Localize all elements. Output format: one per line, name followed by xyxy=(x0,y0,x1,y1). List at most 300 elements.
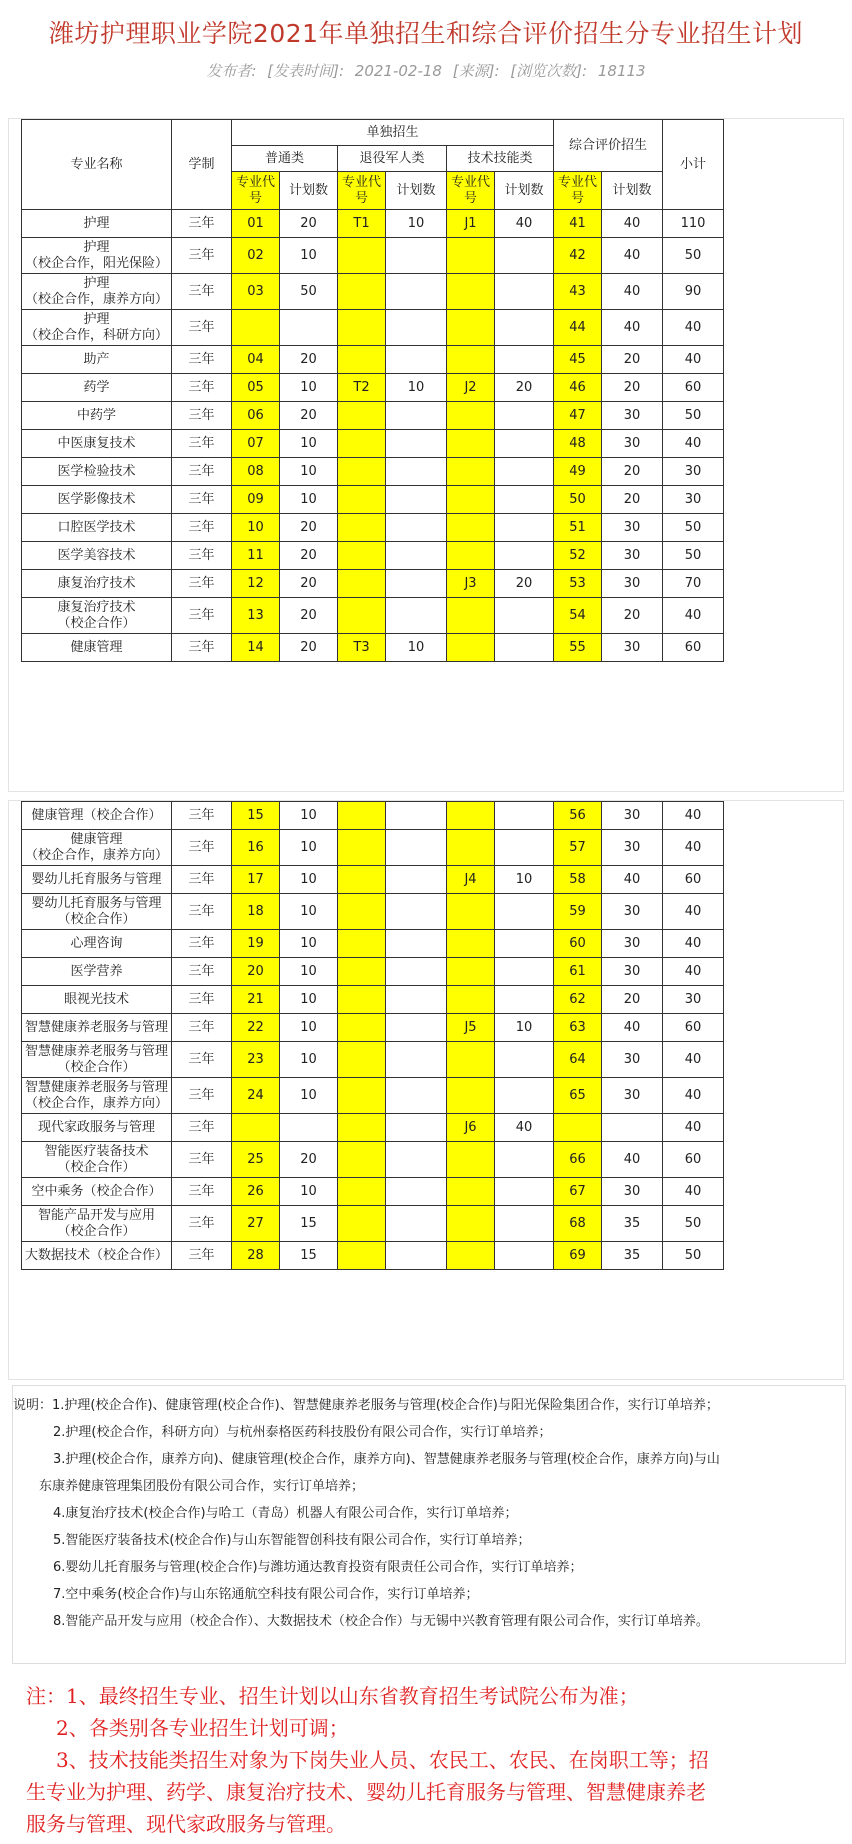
years-cell: 三年 xyxy=(172,1014,232,1042)
value-cell: 30 xyxy=(602,514,663,542)
value-cell: 20 xyxy=(280,570,338,598)
note-line: 5.智能医疗装备技术(校企合作)与山东智能智创科技有限公司合作，实行订单培养； xyxy=(53,1533,531,1548)
value-cell xyxy=(386,274,447,310)
value-cell: 02 xyxy=(232,238,280,274)
plan-table-part2 xyxy=(21,801,724,1270)
major-name-cell xyxy=(22,210,172,238)
value-cell: 10 xyxy=(280,430,338,458)
value-cell xyxy=(338,1042,386,1078)
value-cell: 64 xyxy=(554,1042,602,1078)
header-skill: 技术技能类 xyxy=(447,146,554,172)
header-count: 计划数 xyxy=(602,172,663,210)
value-cell: 40 xyxy=(602,310,663,346)
article-meta xyxy=(0,60,852,81)
value-cell xyxy=(338,830,386,866)
subtotal-cell: 50 xyxy=(663,514,724,542)
table-row xyxy=(22,1178,724,1206)
major-name-cell xyxy=(22,986,172,1014)
value-cell xyxy=(447,986,495,1014)
years-cell: 三年 xyxy=(172,374,232,402)
value-cell xyxy=(495,514,554,542)
table-row xyxy=(22,1078,724,1114)
major-name: 护理 xyxy=(83,239,110,255)
major-name-cell xyxy=(22,598,172,634)
years-cell: 三年 xyxy=(172,430,232,458)
value-cell: 10 xyxy=(280,930,338,958)
header-veteran: 退役军人类 xyxy=(338,146,447,172)
major-name: 医学检验技术 xyxy=(57,463,136,479)
header-code: 专业代号 xyxy=(447,172,495,210)
table-image-part2 xyxy=(8,800,844,1380)
value-cell: 20 xyxy=(280,634,338,662)
value-cell xyxy=(338,1206,386,1242)
value-cell: 10 xyxy=(232,514,280,542)
major-name-cell xyxy=(22,1114,172,1142)
value-cell: J6 xyxy=(447,1114,495,1142)
value-cell xyxy=(386,542,447,570)
value-cell: 40 xyxy=(602,1014,663,1042)
value-cell: 10 xyxy=(280,986,338,1014)
major-name-suffix: （校企合作） xyxy=(57,615,136,631)
value-cell: 30 xyxy=(602,542,663,570)
years-cell: 三年 xyxy=(172,542,232,570)
value-cell: 09 xyxy=(232,486,280,514)
value-cell xyxy=(386,1014,447,1042)
header-count: 计划数 xyxy=(280,172,338,210)
major-name-cell xyxy=(22,570,172,598)
years-cell: 三年 xyxy=(172,986,232,1014)
value-cell xyxy=(386,830,447,866)
value-cell: 10 xyxy=(280,458,338,486)
subtotal-cell: 50 xyxy=(663,402,724,430)
value-cell: 30 xyxy=(602,430,663,458)
years-cell: 三年 xyxy=(172,1142,232,1178)
years-cell: 三年 xyxy=(172,1242,232,1270)
page-title: 潍坊护理职业学院2021年单独招生和综合评价招生分专业招生计划 xyxy=(48,19,804,48)
value-cell: 20 xyxy=(602,458,663,486)
note-line: 2.护理(校企合作，科研方向）与杭州泰格医药科技股份有限公司合作，实行订单培养； xyxy=(53,1425,552,1440)
value-cell: 10 xyxy=(386,634,447,662)
subtotal-cell: 30 xyxy=(663,458,724,486)
value-cell xyxy=(338,598,386,634)
value-cell: 40 xyxy=(602,210,663,238)
value-cell: 10 xyxy=(280,374,338,402)
subtotal-cell: 110 xyxy=(663,210,724,238)
value-cell xyxy=(495,310,554,346)
table-row xyxy=(22,1114,724,1142)
value-cell xyxy=(447,894,495,930)
value-cell xyxy=(338,894,386,930)
value-cell: 40 xyxy=(495,1114,554,1142)
table-row xyxy=(22,210,724,238)
value-cell: 10 xyxy=(280,238,338,274)
value-cell: 10 xyxy=(280,1014,338,1042)
subtotal-cell: 40 xyxy=(663,958,724,986)
value-cell xyxy=(386,238,447,274)
years-cell: 三年 xyxy=(172,274,232,310)
footnote: 生专业为护理、药学、康复治疗技术、婴幼儿托育服务与管理、智慧健康养老 xyxy=(26,1780,706,1804)
subtotal-cell: 30 xyxy=(663,486,724,514)
value-cell: 15 xyxy=(280,1242,338,1270)
value-cell: 10 xyxy=(280,486,338,514)
value-cell: 65 xyxy=(554,1078,602,1114)
years-cell: 三年 xyxy=(172,802,232,830)
value-cell xyxy=(338,1178,386,1206)
major-name-cell xyxy=(22,958,172,986)
value-cell xyxy=(495,274,554,310)
value-cell: 20 xyxy=(602,986,663,1014)
value-cell: 30 xyxy=(602,830,663,866)
value-cell xyxy=(386,958,447,986)
value-cell xyxy=(386,310,447,346)
table-row xyxy=(22,1014,724,1042)
value-cell xyxy=(386,1142,447,1178)
major-name-cell xyxy=(22,830,172,866)
value-cell xyxy=(338,542,386,570)
subtotal-cell: 60 xyxy=(663,634,724,662)
table-row xyxy=(22,1042,724,1078)
major-name: 中医康复技术 xyxy=(57,435,136,451)
value-cell: 23 xyxy=(232,1042,280,1078)
value-cell: 08 xyxy=(232,458,280,486)
value-cell xyxy=(447,802,495,830)
value-cell: 53 xyxy=(554,570,602,598)
major-name-suffix: （校企合作） xyxy=(57,911,136,927)
value-cell: 10 xyxy=(280,1178,338,1206)
value-cell: 22 xyxy=(232,1014,280,1042)
table-row xyxy=(22,930,724,958)
major-name-suffix: （校企合作，阳光保险） xyxy=(24,255,168,271)
major-name: 护理 xyxy=(83,311,110,327)
value-cell xyxy=(386,402,447,430)
value-cell xyxy=(386,598,447,634)
meta-time-label: [发表时间]: xyxy=(267,62,345,80)
value-cell xyxy=(495,1142,554,1178)
value-cell: 12 xyxy=(232,570,280,598)
table-row xyxy=(22,1206,724,1242)
header-years: 学制 xyxy=(172,120,232,210)
header-major: 专业名称 xyxy=(22,120,172,210)
value-cell: 06 xyxy=(232,402,280,430)
table-row xyxy=(22,486,724,514)
footnote: 2、各类别各专业招生计划可调； xyxy=(56,1716,349,1740)
major-name: 医学影像技术 xyxy=(57,491,136,507)
value-cell: 10 xyxy=(280,1042,338,1078)
value-cell: 20 xyxy=(280,514,338,542)
value-cell xyxy=(495,458,554,486)
value-cell xyxy=(495,1206,554,1242)
value-cell: 20 xyxy=(602,346,663,374)
header-subtotal: 小计 xyxy=(663,120,724,210)
value-cell: T3 xyxy=(338,634,386,662)
value-cell: 63 xyxy=(554,1014,602,1042)
major-name-cell xyxy=(22,238,172,274)
value-cell xyxy=(495,1042,554,1078)
years-cell: 三年 xyxy=(172,894,232,930)
value-cell xyxy=(495,930,554,958)
value-cell: 20 xyxy=(280,346,338,374)
value-cell: 20 xyxy=(280,598,338,634)
value-cell xyxy=(338,930,386,958)
value-cell xyxy=(386,986,447,1014)
value-cell: 20 xyxy=(280,542,338,570)
years-cell: 三年 xyxy=(172,1206,232,1242)
note-line: 说明：1.护理(校企合作)、健康管理(校企合作)、智慧健康养老服务与管理(校企合作)与阳光保险集团合作，实行订单培养； xyxy=(13,1398,719,1413)
major-name-suffix: （校企合作，科研方向） xyxy=(24,327,168,343)
subtotal-cell: 60 xyxy=(663,1142,724,1178)
value-cell xyxy=(447,1142,495,1178)
value-cell: 41 xyxy=(554,210,602,238)
major-name-suffix: （校企合作） xyxy=(57,1059,136,1075)
value-cell: 10 xyxy=(280,866,338,894)
note-line: 4.康复治疗技术(校企合作)与哈工（青岛）机器人有限公司合作，实行订单培养； xyxy=(53,1506,518,1521)
value-cell xyxy=(232,1114,280,1142)
value-cell: 30 xyxy=(602,802,663,830)
subtotal-cell: 60 xyxy=(663,1014,724,1042)
value-cell xyxy=(495,1078,554,1114)
meta-publisher: 发布者: xyxy=(206,62,257,80)
header-single: 单独招生 xyxy=(232,120,554,146)
major-name-cell xyxy=(22,486,172,514)
major-name: 助产 xyxy=(83,351,110,367)
subtotal-cell: 40 xyxy=(663,894,724,930)
major-name-cell xyxy=(22,1142,172,1178)
major-name: 药学 xyxy=(83,379,110,395)
value-cell xyxy=(447,1242,495,1270)
value-cell xyxy=(386,1206,447,1242)
major-name: 智慧健康养老服务与管理 xyxy=(24,1079,168,1095)
value-cell xyxy=(495,430,554,458)
table-row xyxy=(22,986,724,1014)
value-cell: 10 xyxy=(386,210,447,238)
major-name-cell xyxy=(22,634,172,662)
value-cell: 59 xyxy=(554,894,602,930)
major-name: 现代家政服务与管理 xyxy=(37,1119,155,1135)
subtotal-cell: 40 xyxy=(663,598,724,634)
value-cell: 55 xyxy=(554,634,602,662)
value-cell xyxy=(447,1078,495,1114)
years-cell: 三年 xyxy=(172,346,232,374)
value-cell: 20 xyxy=(280,1142,338,1178)
value-cell: 20 xyxy=(280,210,338,238)
value-cell xyxy=(338,802,386,830)
value-cell xyxy=(338,1078,386,1114)
major-name: 口腔医学技术 xyxy=(57,519,136,535)
major-name: 康复治疗技术 xyxy=(57,599,136,615)
note-line: 6.婴幼儿托育服务与管理(校企合作)与潍坊通达教育投资有限责任公司合作，实行订单培养； xyxy=(53,1560,583,1575)
value-cell: 40 xyxy=(602,274,663,310)
major-name: 眼视光技术 xyxy=(63,991,129,1007)
value-cell: J1 xyxy=(447,210,495,238)
note-line: 东康养健康管理集团股份有限公司合作，实行订单培养； xyxy=(39,1479,365,1494)
value-cell: 52 xyxy=(554,542,602,570)
value-cell: 30 xyxy=(602,894,663,930)
value-cell: J4 xyxy=(447,866,495,894)
value-cell: 21 xyxy=(232,986,280,1014)
years-cell: 三年 xyxy=(172,1114,232,1142)
value-cell: 10 xyxy=(495,866,554,894)
subtotal-cell: 70 xyxy=(663,570,724,598)
value-cell xyxy=(386,894,447,930)
value-cell: 46 xyxy=(554,374,602,402)
header-count: 计划数 xyxy=(495,172,554,210)
table-row xyxy=(22,1142,724,1178)
major-name-cell xyxy=(22,542,172,570)
value-cell: 20 xyxy=(232,958,280,986)
major-name-cell xyxy=(22,402,172,430)
value-cell: 10 xyxy=(495,1014,554,1042)
value-cell xyxy=(447,430,495,458)
value-cell: 04 xyxy=(232,346,280,374)
value-cell: 68 xyxy=(554,1206,602,1242)
major-name-cell xyxy=(22,274,172,310)
major-name-cell xyxy=(22,310,172,346)
years-cell: 三年 xyxy=(172,958,232,986)
value-cell: 30 xyxy=(602,1042,663,1078)
value-cell: 20 xyxy=(602,374,663,402)
value-cell xyxy=(338,958,386,986)
meta-views-label: [浏览次数]: xyxy=(510,62,588,80)
years-cell: 三年 xyxy=(172,1078,232,1114)
value-cell: 05 xyxy=(232,374,280,402)
plan-table-part1 xyxy=(21,119,724,662)
value-cell xyxy=(495,1178,554,1206)
subtotal-cell: 60 xyxy=(663,374,724,402)
subtotal-cell: 40 xyxy=(663,1042,724,1078)
table-row xyxy=(22,514,724,542)
major-name: 婴幼儿托育服务与管理 xyxy=(31,895,162,911)
table-row xyxy=(22,634,724,662)
meta-source: [来源]: xyxy=(452,62,500,80)
value-cell xyxy=(495,542,554,570)
value-cell xyxy=(447,830,495,866)
years-cell: 三年 xyxy=(172,830,232,866)
value-cell: 67 xyxy=(554,1178,602,1206)
value-cell xyxy=(386,430,447,458)
value-cell xyxy=(495,986,554,1014)
value-cell xyxy=(447,1042,495,1078)
major-name-cell xyxy=(22,514,172,542)
footnote: 服务与管理、现代家政服务与管理。 xyxy=(26,1812,346,1836)
value-cell: 30 xyxy=(602,402,663,430)
value-cell xyxy=(338,430,386,458)
value-cell: 40 xyxy=(602,238,663,274)
value-cell xyxy=(447,310,495,346)
value-cell: 35 xyxy=(602,1242,663,1270)
years-cell: 三年 xyxy=(172,514,232,542)
value-cell: 10 xyxy=(386,374,447,402)
major-name-suffix: （校企合作，康养方向） xyxy=(24,1095,168,1111)
value-cell: 27 xyxy=(232,1206,280,1242)
value-cell xyxy=(447,598,495,634)
meta-views: 18113 xyxy=(597,62,646,80)
subtotal-cell: 50 xyxy=(663,1206,724,1242)
value-cell xyxy=(338,1242,386,1270)
value-cell: J3 xyxy=(447,570,495,598)
value-cell xyxy=(495,598,554,634)
table-row xyxy=(22,958,724,986)
value-cell xyxy=(447,958,495,986)
subtotal-cell: 50 xyxy=(663,238,724,274)
subtotal-cell: 40 xyxy=(663,830,724,866)
major-name-cell xyxy=(22,1014,172,1042)
value-cell xyxy=(386,486,447,514)
table-row xyxy=(22,430,724,458)
major-name: 婴幼儿托育服务与管理 xyxy=(31,871,162,887)
value-cell xyxy=(495,802,554,830)
major-name-cell xyxy=(22,1178,172,1206)
value-cell xyxy=(495,238,554,274)
value-cell xyxy=(338,486,386,514)
value-cell: 66 xyxy=(554,1142,602,1178)
value-cell: 10 xyxy=(280,830,338,866)
notes-box xyxy=(12,1385,846,1664)
years-cell: 三年 xyxy=(172,930,232,958)
value-cell: 69 xyxy=(554,1242,602,1270)
table-row xyxy=(22,570,724,598)
major-name: 护理 xyxy=(83,275,110,291)
subtotal-cell: 40 xyxy=(663,346,724,374)
value-cell xyxy=(386,1242,447,1270)
value-cell xyxy=(495,346,554,374)
value-cell: 47 xyxy=(554,402,602,430)
value-cell: 40 xyxy=(602,1142,663,1178)
value-cell xyxy=(447,238,495,274)
major-name-suffix: （校企合作，康养方向） xyxy=(24,847,168,863)
subtotal-cell: 40 xyxy=(663,430,724,458)
subtotal-cell: 90 xyxy=(663,274,724,310)
value-cell xyxy=(338,238,386,274)
value-cell xyxy=(386,1042,447,1078)
value-cell: 54 xyxy=(554,598,602,634)
note-line: 3.护理(校企合作，康养方向)、健康管理(校企合作，康养方向)、智慧健康养老服务与管理(校企合作，康养方向)与山 xyxy=(53,1452,720,1467)
table-row xyxy=(22,542,724,570)
value-cell: 61 xyxy=(554,958,602,986)
value-cell: 03 xyxy=(232,274,280,310)
value-cell: 62 xyxy=(554,986,602,1014)
major-name: 医学营养 xyxy=(70,963,123,979)
value-cell: 40 xyxy=(602,866,663,894)
value-cell xyxy=(386,1178,447,1206)
value-cell: 10 xyxy=(280,802,338,830)
major-name-cell xyxy=(22,802,172,830)
value-cell: 25 xyxy=(232,1142,280,1178)
major-name: 大数据技术（校企合作） xyxy=(24,1247,168,1263)
major-name-cell xyxy=(22,458,172,486)
value-cell: 40 xyxy=(495,210,554,238)
value-cell: 26 xyxy=(232,1178,280,1206)
years-cell: 三年 xyxy=(172,238,232,274)
header-code: 专业代号 xyxy=(338,172,386,210)
major-name: 健康管理 xyxy=(70,831,123,847)
value-cell xyxy=(447,274,495,310)
value-cell xyxy=(386,570,447,598)
major-name-suffix: （校企合作，康养方向） xyxy=(24,291,168,307)
subtotal-cell: 50 xyxy=(663,542,724,570)
table-row xyxy=(22,310,724,346)
value-cell xyxy=(338,346,386,374)
table-row xyxy=(22,894,724,930)
major-name-cell xyxy=(22,1206,172,1242)
value-cell xyxy=(447,634,495,662)
major-name: 智能医疗装备技术 xyxy=(44,1143,149,1159)
table-row xyxy=(22,1242,724,1270)
major-name: 空中乘务（校企合作） xyxy=(31,1183,162,1199)
value-cell: 15 xyxy=(232,802,280,830)
value-cell xyxy=(495,634,554,662)
value-cell xyxy=(495,1242,554,1270)
subtotal-cell: 40 xyxy=(663,1078,724,1114)
